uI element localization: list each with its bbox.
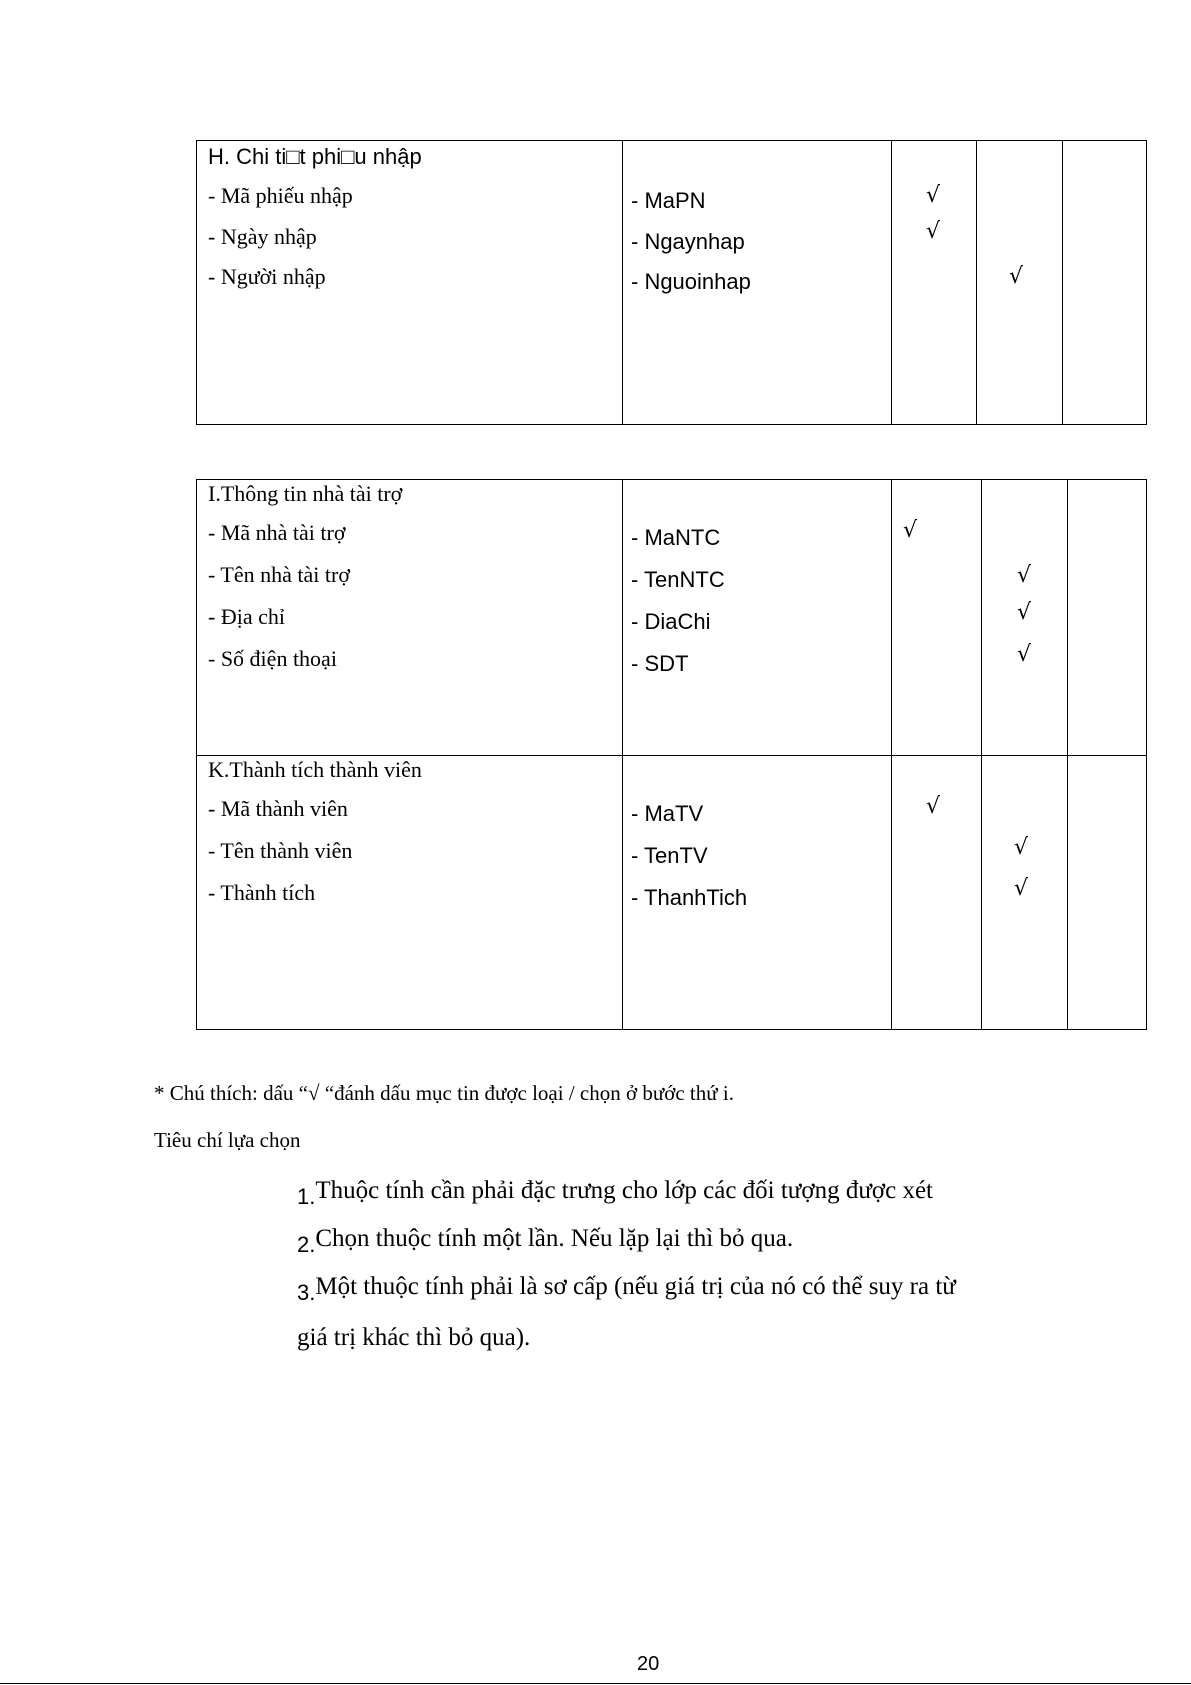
attribute-label: - Ngày nhập (208, 224, 317, 249)
check-mark-icon: √ (1017, 600, 1032, 625)
attribute-label: - Tên nhà tài trợ (208, 562, 350, 587)
table-h (196, 140, 1147, 425)
check-mark-icon: √ (1017, 563, 1032, 588)
check-mark-icon: √ (926, 219, 941, 244)
field-name: - MaPN (631, 188, 706, 213)
check-mark-icon: √ (1017, 642, 1032, 667)
field-name: - DiaChi (631, 609, 711, 634)
criteria-item (297, 1273, 956, 1305)
criteria-item (297, 1225, 794, 1257)
criteria-item (297, 1177, 933, 1209)
criteria-number: 1. (297, 1184, 316, 1209)
page-number: 20 (637, 1653, 660, 1675)
attribute-label: - Địa chỉ (208, 604, 285, 629)
table-i-k (196, 479, 1147, 1030)
check-mark-icon: √ (926, 183, 941, 208)
field-name: - Ngaynhap (631, 229, 745, 254)
criteria-text: Một thuộc tính phải là sơ cấp (nếu giá trị của nó có thể suy ra từ (315, 1273, 956, 1300)
criteria-number: 3. (297, 1280, 316, 1305)
column-divider (622, 141, 623, 424)
attribute-label: - Mã phiếu nhập (208, 183, 353, 208)
check-mark-icon: √ (1014, 835, 1029, 860)
column-divider (891, 141, 892, 424)
attribute-label: - Số điện thoại (208, 646, 337, 671)
attribute-label: - Tên thành viên (208, 838, 353, 863)
attribute-label: - Mã thành viên (208, 796, 348, 821)
field-name: - MaNTC (631, 525, 721, 550)
section-title-h: H. Chi ti□t phi□u nhập (208, 144, 422, 169)
footnote: * Chú thích: dấu “√ “đánh dấu mục tin được loại / chọn ở bước thứ i. (154, 1081, 734, 1105)
field-name: - Nguoinhap (631, 269, 751, 294)
attribute-label: - Người nhập (208, 264, 326, 289)
attribute-label: - Mã nhà tài trợ (208, 520, 346, 545)
field-name: - ThanhTich (631, 885, 748, 910)
check-mark-icon: √ (1009, 264, 1024, 289)
row-divider (197, 755, 1146, 756)
field-name: - SDT (631, 651, 689, 676)
field-name: - TenTV (631, 843, 708, 868)
check-mark-icon: √ (926, 794, 941, 819)
field-name: - MaTV (631, 801, 704, 826)
attribute-label: - Thành tích (208, 880, 316, 905)
criteria-number: 2. (297, 1232, 316, 1257)
footer-divider (0, 1683, 1191, 1684)
field-name: - TenNTC (631, 567, 725, 592)
check-mark-icon: √ (903, 518, 918, 543)
column-divider (976, 141, 977, 424)
criteria-heading: Tiêu chí lựa chọn (154, 1128, 301, 1152)
check-mark-icon: √ (1014, 876, 1029, 901)
column-divider (1062, 141, 1063, 424)
criteria-text: Chọn thuộc tính một lần. Nếu lặp lại thì bỏ qua. (315, 1225, 794, 1252)
criteria-text: Thuộc tính cần phải đặc trưng cho lớp các đối tượng được xét (315, 1177, 933, 1204)
section-title-k: K.Thành tích thành viên (208, 757, 422, 782)
criteria-continuation: giá trị khác thì bỏ qua). (297, 1324, 531, 1351)
section-title-i: I.Thông tin nhà tài trợ (208, 481, 403, 506)
